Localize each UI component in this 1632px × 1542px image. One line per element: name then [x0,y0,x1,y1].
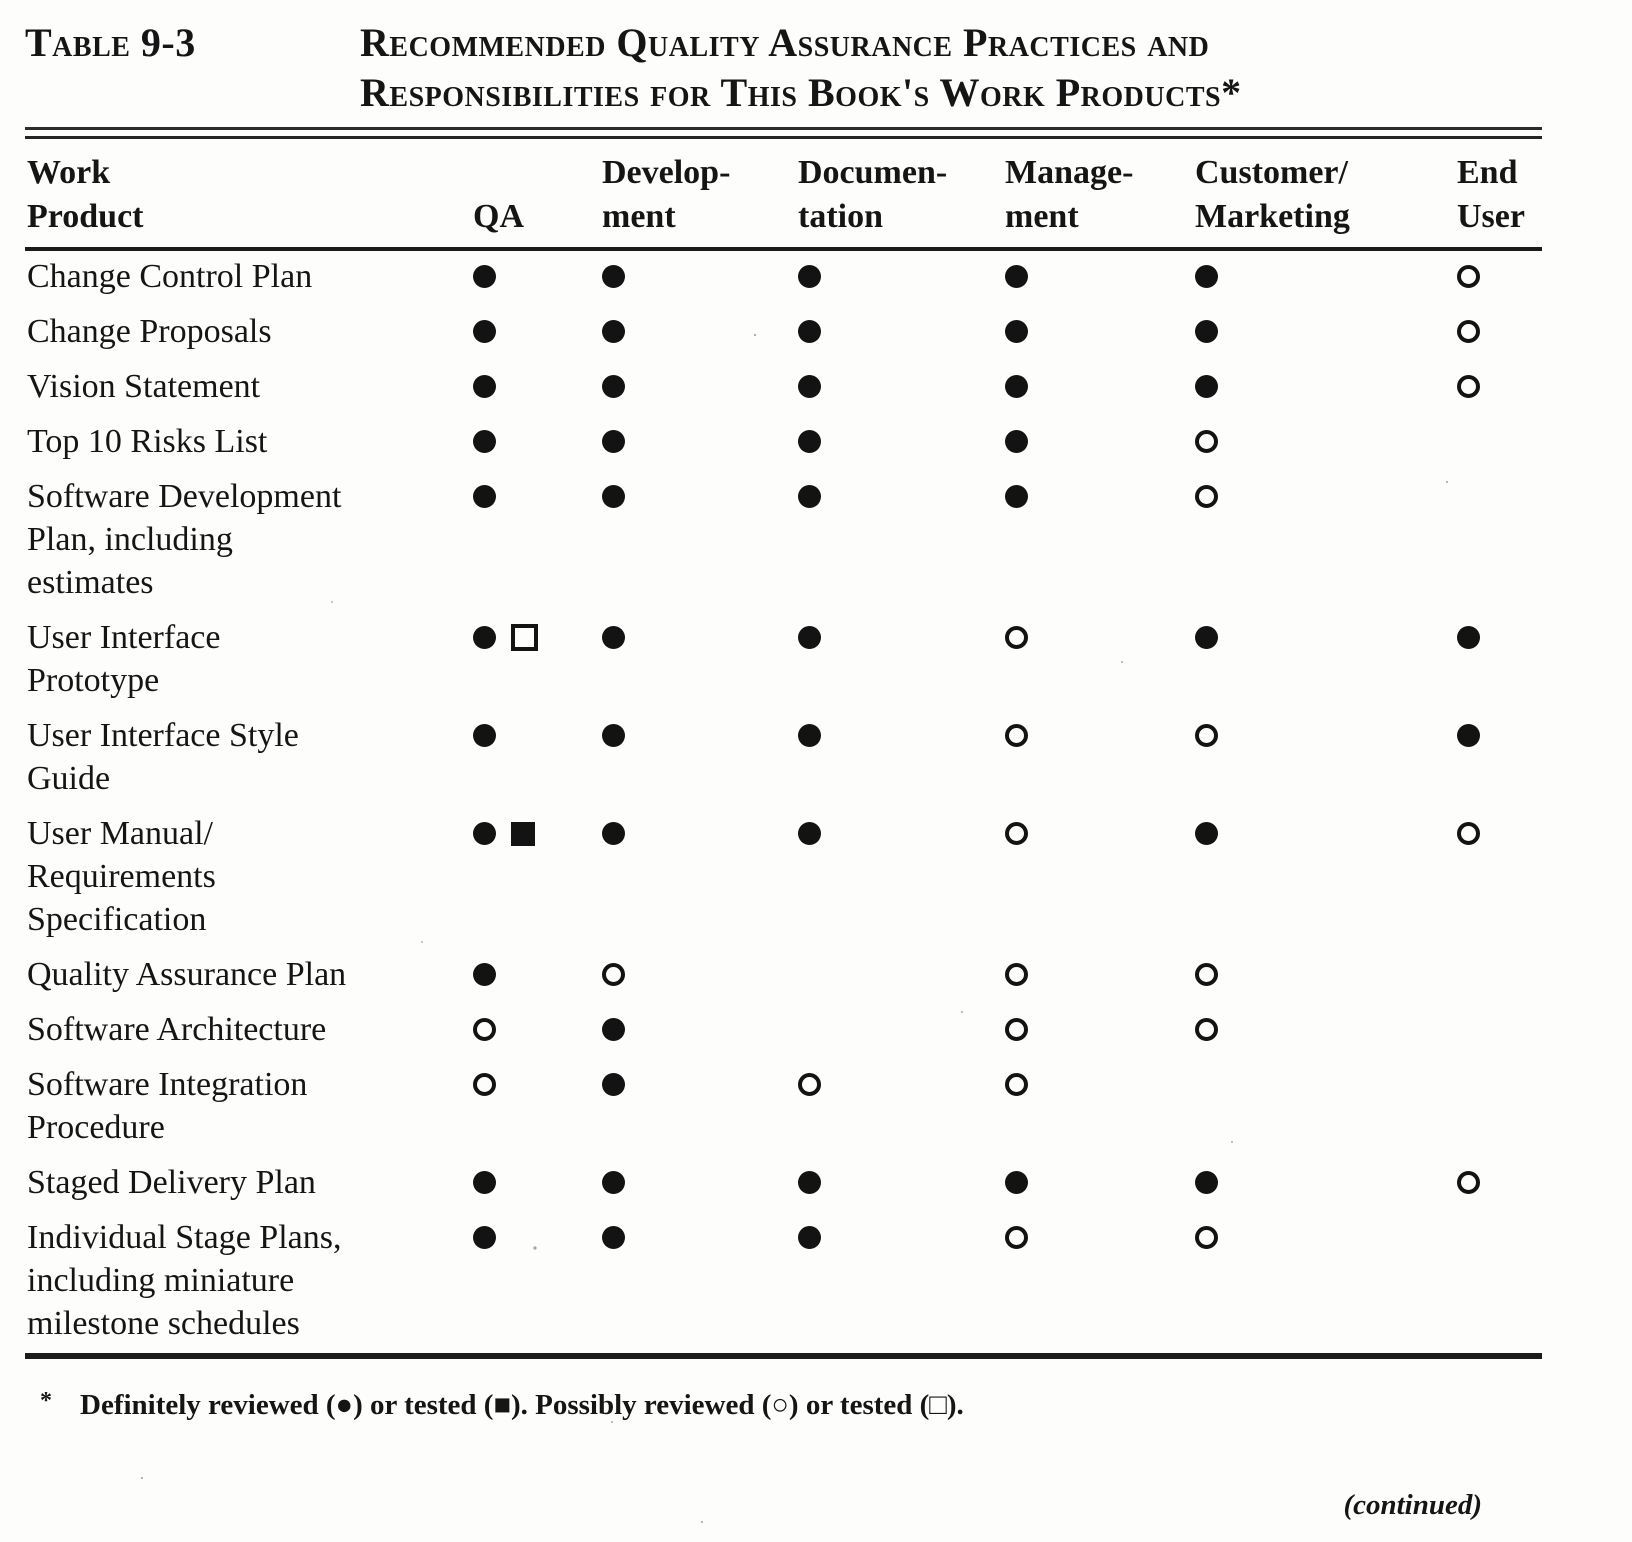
open-circle-icon [1457,375,1480,398]
table-body [25,249,1542,1353]
row-label [25,249,440,306]
filled-circle-icon [1195,320,1218,343]
cell-documentation [780,416,985,471]
filled-square-icon [511,822,535,846]
column-header-line: Documen- [798,154,948,191]
open-circle-icon [1005,724,1028,747]
filled-circle-icon [1005,485,1028,508]
cell-qa [440,471,590,612]
cell-development [590,612,780,710]
row-label-line: Software Integration [27,1066,308,1103]
filled-circle-icon [602,1226,625,1249]
cell-management [985,416,1180,471]
filled-circle-icon [798,1226,821,1249]
cell-end-user [1402,612,1542,710]
filled-circle-icon [473,626,496,649]
filled-circle-icon [602,822,625,845]
filled-circle-icon [602,430,625,453]
row-label-line: Requirements [27,858,216,895]
filled-circle-icon [1457,626,1480,649]
open-circle-icon [1195,1226,1218,1249]
table-row [25,949,1542,1004]
row-label [25,361,440,416]
filled-circle-icon [798,320,821,343]
open-circle-icon [1005,1073,1028,1096]
filled-circle-icon [798,265,821,288]
cell-management [985,249,1180,306]
table-row [25,306,1542,361]
cell-development [590,306,780,361]
cell-management [985,306,1180,361]
cell-customer-marketing [1180,1212,1402,1353]
cell-qa [440,361,590,416]
filled-circle-icon [1195,822,1218,845]
open-circle-icon [473,1018,496,1041]
row-label-line: Change Control Plan [27,258,313,295]
filled-circle-icon [1005,430,1028,453]
cell-documentation [780,361,985,416]
column-header-line: Develop- [602,154,731,191]
cell-management [985,710,1180,808]
table-row [25,1004,1542,1059]
row-label [25,710,440,808]
filled-circle-icon [798,375,821,398]
cell-customer-marketing [1180,949,1402,1004]
filled-circle-icon [473,265,496,288]
filled-circle-icon [602,265,625,288]
column-header-documentation [780,139,985,249]
row-label-line: Software Development [27,478,342,515]
column-header-development [590,139,780,249]
filled-circle-icon [1195,265,1218,288]
filled-circle-icon [602,485,625,508]
row-label [25,808,440,949]
table-row [25,471,1542,612]
row-label [25,471,440,612]
table-row [25,1059,1542,1157]
cell-management [985,949,1180,1004]
cell-qa [440,416,590,471]
footnote-text: Definitely reviewed (●) or tested (■). Possibly reviewed (○) or tested (□). [80,1389,964,1421]
cell-customer-marketing [1180,1157,1402,1212]
cell-documentation [780,471,985,612]
filled-circle-icon [602,375,625,398]
column-header-qa [440,139,590,249]
filled-circle-icon [1005,320,1028,343]
row-label-line: Change Proposals [27,313,272,350]
row-label-line: Guide [27,760,111,797]
cell-management [985,1059,1180,1157]
filled-circle-icon [798,430,821,453]
cell-qa [440,710,590,808]
column-header-line: tation [798,198,883,235]
cell-documentation [780,808,985,949]
filled-circle-icon [473,320,496,343]
row-label-line: Specification [27,901,207,938]
filled-circle-icon [602,1018,625,1041]
open-circle-icon [1195,1018,1218,1041]
table-header-row [25,139,1542,249]
cell-end-user [1402,416,1542,471]
table-title-line-2: Responsibilities for This Book's Work Products* [360,70,1242,115]
book-page [25,18,1542,1522]
filled-circle-icon [798,626,821,649]
row-label-line: Plan, including [27,521,233,558]
cell-documentation [780,710,985,808]
cell-management [985,361,1180,416]
filled-circle-icon [602,724,625,747]
cell-customer-marketing [1180,361,1402,416]
table-row [25,808,1542,949]
row-label-line: Procedure [27,1109,165,1146]
table-caption [25,18,1542,118]
filled-circle-icon [798,1171,821,1194]
cell-development [590,1212,780,1353]
cell-end-user [1402,949,1542,1004]
cell-documentation [780,949,985,1004]
filled-circle-icon [602,1073,625,1096]
filled-circle-icon [602,1171,625,1194]
cell-qa [440,1059,590,1157]
row-label [25,1157,440,1212]
filled-circle-icon [602,626,625,649]
row-label-line: including miniature [27,1262,295,1299]
filled-circle-icon [1195,1171,1218,1194]
column-header-line: User [1457,198,1525,235]
table-row [25,710,1542,808]
cell-customer-marketing [1180,808,1402,949]
cell-customer-marketing [1180,710,1402,808]
cell-documentation [780,612,985,710]
row-label-line: Individual Stage Plans, [27,1219,342,1256]
cell-end-user [1402,249,1542,306]
footnote-marker: * [40,1388,52,1414]
column-header-end-user [1402,139,1542,249]
row-label-line: Software Architecture [27,1011,327,1048]
cell-documentation [780,249,985,306]
cell-end-user [1402,306,1542,361]
open-circle-icon [1005,1226,1028,1249]
cell-development [590,361,780,416]
row-label-line: User Interface [27,619,221,656]
filled-circle-icon [473,963,496,986]
cell-end-user [1402,471,1542,612]
row-label-line: Top 10 Risks List [27,423,268,460]
filled-circle-icon [1005,375,1028,398]
cell-management [985,1157,1180,1212]
cell-development [590,1059,780,1157]
row-label [25,306,440,361]
table-title [360,18,1242,118]
open-circle-icon [1005,626,1028,649]
cell-management [985,471,1180,612]
cell-management [985,1004,1180,1059]
filled-circle-icon [798,822,821,845]
top-double-rule [25,127,1542,139]
cell-customer-marketing [1180,306,1402,361]
column-header-work-product [25,139,440,249]
open-circle-icon [1195,963,1218,986]
cell-management [985,1212,1180,1353]
row-label [25,1212,440,1353]
open-circle-icon [473,1073,496,1096]
cell-qa [440,1157,590,1212]
filled-circle-icon [1457,724,1480,747]
column-header-line: Product [27,198,144,235]
cell-qa [440,949,590,1004]
column-header-line: Customer/ [1195,154,1348,191]
cell-customer-marketing [1180,1004,1402,1059]
column-header-line: QA [473,198,524,235]
cell-end-user [1402,1212,1542,1353]
filled-circle-icon [473,1226,496,1249]
table-row [25,1157,1542,1212]
cell-customer-marketing [1180,612,1402,710]
open-circle-icon [1195,430,1218,453]
row-label [25,416,440,471]
table-row [25,249,1542,306]
table-row [25,612,1542,710]
row-label [25,1004,440,1059]
cell-qa [440,306,590,361]
continued-note: (continued) [1343,1489,1482,1521]
cell-development [590,949,780,1004]
column-header-line: Marketing [1195,198,1350,235]
cell-management [985,808,1180,949]
filled-circle-icon [473,822,496,845]
filled-circle-icon [798,485,821,508]
cell-development [590,416,780,471]
column-header-line: ment [602,198,676,235]
row-label [25,612,440,710]
cell-qa [440,1004,590,1059]
cell-documentation [780,1059,985,1157]
open-circle-icon [602,963,625,986]
filled-circle-icon [473,375,496,398]
table-title-line-1: Recommended Quality Assurance Practices and [360,20,1210,65]
column-header-line: ment [1005,198,1079,235]
open-circle-icon [1195,485,1218,508]
cell-end-user [1402,1157,1542,1212]
row-label-line: Quality Assurance Plan [27,956,347,993]
cell-documentation [780,1157,985,1212]
cell-qa [440,249,590,306]
cell-development [590,249,780,306]
filled-circle-icon [1005,1171,1028,1194]
row-label-line: Staged Delivery Plan [27,1164,316,1201]
cell-development [590,1004,780,1059]
cell-qa [440,1212,590,1353]
column-header-customer-marketing [1180,139,1402,249]
cell-development [590,471,780,612]
row-label-line: estimates [27,564,154,601]
cell-documentation [780,1004,985,1059]
cell-end-user [1402,710,1542,808]
cell-management [985,612,1180,710]
cell-customer-marketing [1180,471,1402,612]
cell-development [590,808,780,949]
open-circle-icon [1195,724,1218,747]
cell-documentation [780,306,985,361]
table-label: Table 9-3 [25,20,196,65]
table-row [25,1212,1542,1353]
cell-development [590,710,780,808]
open-circle-icon [1457,320,1480,343]
cell-end-user [1402,1004,1542,1059]
open-circle-icon [1457,822,1480,845]
cell-customer-marketing [1180,249,1402,306]
row-label [25,1059,440,1157]
cell-end-user [1402,1059,1542,1157]
filled-circle-icon [473,1171,496,1194]
row-label [25,949,440,1004]
row-label-line: Vision Statement [27,368,261,405]
open-circle-icon [1005,1018,1028,1041]
filled-circle-icon [1195,626,1218,649]
open-circle-icon [1457,1171,1480,1194]
filled-circle-icon [1195,375,1218,398]
cell-customer-marketing [1180,416,1402,471]
cell-customer-marketing [1180,1059,1402,1157]
row-label-line: User Interface Style [27,717,299,754]
open-circle-icon [1005,963,1028,986]
cell-end-user [1402,808,1542,949]
filled-circle-icon [473,430,496,453]
footnote [25,1381,1542,1425]
bottom-rule [25,1353,1542,1359]
row-label-line: User Manual/ [27,815,214,852]
filled-circle-icon [798,724,821,747]
row-label-line: Prototype [27,662,160,699]
column-header-line: Work [27,154,111,191]
column-header-management [985,139,1180,249]
cell-documentation [780,1212,985,1353]
cell-end-user [1402,361,1542,416]
open-circle-icon [1005,822,1028,845]
open-square-icon [511,624,538,651]
filled-circle-icon [473,724,496,747]
filled-circle-icon [602,320,625,343]
table-row [25,416,1542,471]
filled-circle-icon [473,485,496,508]
table-row [25,361,1542,416]
column-header-line: Manage- [1005,154,1134,191]
cell-qa [440,612,590,710]
qa-practices-table [25,139,1542,1353]
filled-circle-icon [1005,265,1028,288]
column-header-line: End [1457,154,1518,191]
open-circle-icon [1457,265,1480,288]
open-circle-icon [798,1073,821,1096]
row-label-line: milestone schedules [27,1305,300,1342]
cell-qa [440,808,590,949]
cell-development [590,1157,780,1212]
